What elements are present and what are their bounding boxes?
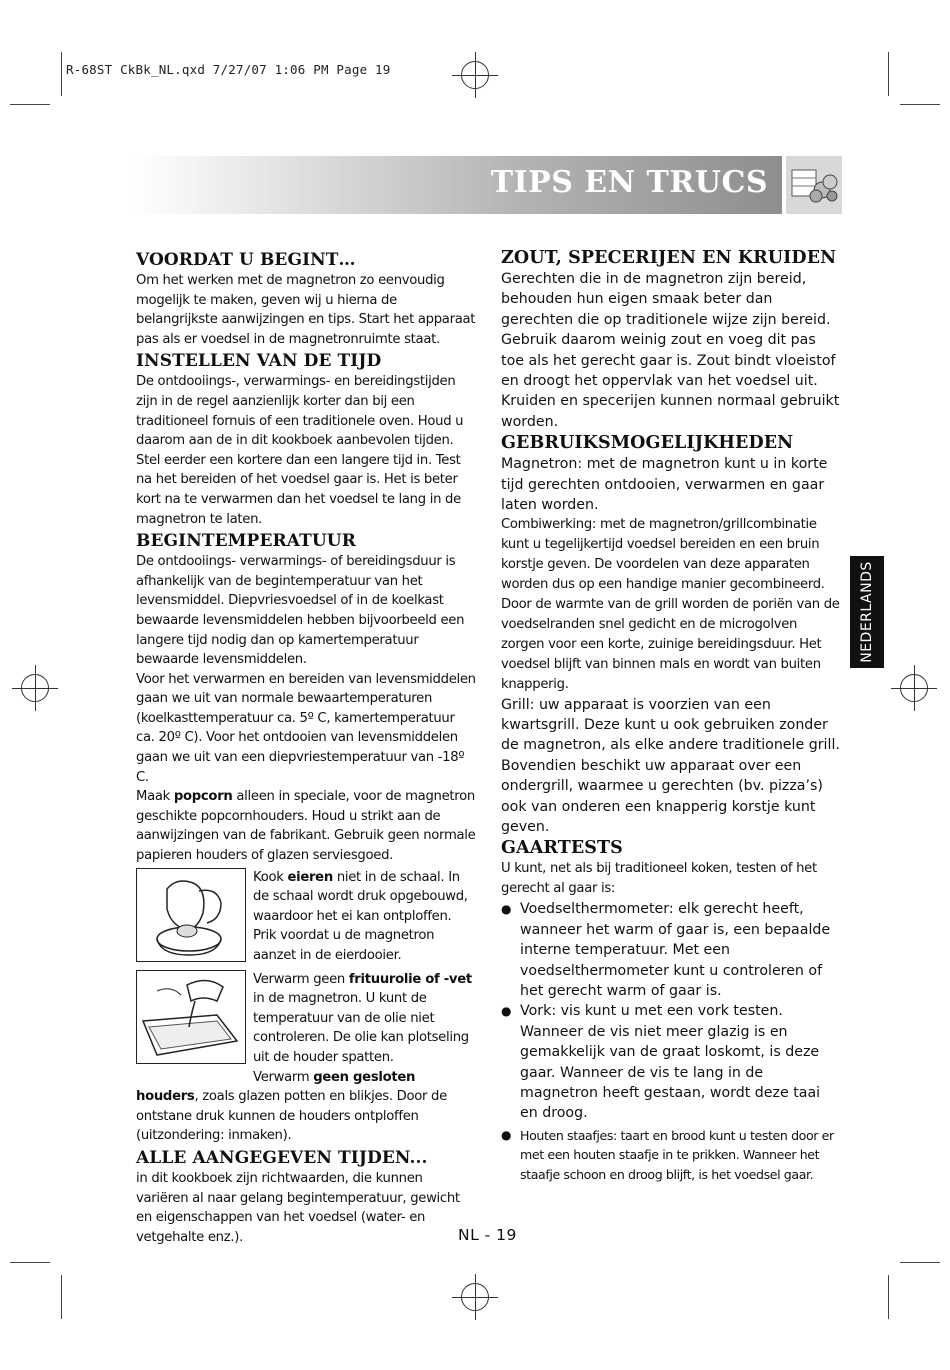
text: Verwarm geen	[253, 971, 349, 987]
language-tab	[850, 556, 884, 668]
text: in de magnetron. U kunt de temperatuur van de olie niet controleren. De olie kan plotseling uit de houder spatten.	[253, 991, 469, 1065]
header-banner	[134, 156, 782, 214]
eggs-tip	[136, 868, 476, 966]
list-item: ● Voedselthermometer: elk gerecht heeft, wanneer het warm of gaar is, een bepaalde interne temperatuur. Met een voedselthermometer kunt u controleren of het gerecht warm of gaar is.	[501, 899, 841, 1001]
crop-mark	[10, 1262, 50, 1263]
text: , zoals glazen potten en blikjes. Door de ontstane druk kunnen de houders ontploffen (uitzondering: inmaken).	[136, 1089, 447, 1144]
section-heading: ALLE AANGEGEVEN TIJDEN...	[136, 1147, 428, 1168]
text: Kook	[253, 869, 288, 885]
bold-term: houders	[136, 1089, 195, 1105]
paragraph: Grill: uw apparaat is voorzien van een kwartsgrill. Deze kunt u ook gebruiken zonder de magnetron, als elke andere traditionele grill. Bovendien beschikt uw apparaat over een ondergrill, waarmee u gerechten (bv. pizza’s) ook van onderen een knapperig korstje kunt geven.	[501, 696, 840, 836]
page-title: TIPS EN TRUCS	[490, 165, 768, 200]
list-item: ● Houten staafjes: taart en brood kunt u testen door er met een houten staafje in te prikken. Wanneer het staafje schoon en droog blijft, is het voedsel gaar.	[501, 1126, 841, 1185]
paragraph: U kunt, net als bij traditioneel koken, testen of het gerecht al gaar is:	[501, 861, 817, 897]
crop-mark	[900, 1262, 940, 1263]
language-label: NEDERLANDS	[859, 561, 875, 663]
registration-mark-icon	[900, 674, 928, 702]
paragraph	[136, 787, 476, 865]
text: alleen in speciale, voor de magnetron geschikte popcornhouders. Houd u strikt aan de aanwijzingen van de fabrikant. Gebruik geen normale papieren houders of glazen serviesgoed.	[136, 789, 476, 864]
paragraph: Magnetron: met de magnetron kunt u in korte tijd gerechten ontdooien, verwarmen en gaar laten worden.	[501, 456, 828, 514]
paragraph: Combiwerking: met de magnetron/grillcombinatie kunt u tegelijkertijd voedsel bereiden en een bruin korstje geven. De voordelen van deze apparaten worden dus op een handige manier gecombineerd. Door de warmte van de grill worden de poriën van de voedselranden snel gedicht en de microgolven zorgen voor een korte, zuinige bereidingsduur. Het voedsel blijft van binnen mals en wordt van buiten knapperig.	[501, 517, 840, 692]
text: Verwarm	[253, 1069, 314, 1085]
egg-illustration-icon	[136, 868, 246, 962]
section-heading: BEGINTEMPERATUUR	[136, 531, 356, 552]
paragraph: Om het werken met de magnetron zo eenvoudig mogelijk te maken, geven wij u hierna de belangrijkste aanwijzingen en tips. Start het apparaat pas als er voedsel in de magnetronruimte staat.	[136, 273, 476, 347]
text: niet in de schaal. In de schaal wordt druk opgebouwd, waardoor het ei kan ontploffen. Prik voordat u de magnetron aanzet in de eierdooier.	[253, 869, 468, 963]
paragraph	[136, 1087, 476, 1146]
section-heading: ZOUT, SPECERIJEN EN KRUIDEN	[501, 248, 837, 268]
paragraph	[253, 970, 476, 1088]
left-column	[136, 250, 476, 1247]
oil-tip	[136, 970, 476, 1088]
registration-mark-icon	[461, 61, 489, 89]
registration-mark-icon	[461, 1283, 489, 1311]
crop-mark	[900, 104, 940, 105]
paragraph	[253, 868, 476, 966]
paragraph: Gerechten die in de magnetron zijn bereid, behouden hun eigen smaak beter dan gerechten die op traditionele wijze zijn bereid. Gebruik daarom weinig zout en voeg dit pas toe als het gerecht gaar is. Zout bindt vloeistof en droogt het oppervlak van het voedsel uit. Kruiden en specerijen kunnen normaal gebruikt worden.	[501, 271, 840, 430]
paragraph: Voor het verwarmen en bereiden van levensmiddelen gaan we uit van normale bewaartemperaturen (koelkasttemperatuur ca. 5º C, kamertemperatuur ca. 20º C). Voor het ontdooien van levensmiddelen gaan we uit van een diepvriestemperatuur van -18º C.	[136, 671, 476, 785]
paragraph: De ontdooiings-, verwarmings- en bereidingstijden zijn in de regel aanzienlijk korter dan bij een traditioneel fornuis of een traditionele oven. Houd u daarom aan de in dit kookboek aanbevolen tijden. Stel eerder een kortere dan een langere tijd in. Test na het bereiden of het voedsel gaar is. Het is beter kort na te verwarmen dan het voedsel te lang in de magnetron te laten.	[136, 374, 464, 527]
crop-mark	[888, 52, 889, 96]
crop-mark	[10, 104, 50, 105]
text: Maak	[136, 789, 174, 805]
print-slug: R-68ST CkBk_NL.qxd 7/27/07 1:06 PM Page 19	[66, 62, 391, 77]
bullet-list	[501, 899, 841, 1184]
bold-term: popcorn	[173, 789, 233, 805]
bold-term: geen gesloten	[313, 1069, 416, 1085]
bold-term: eieren	[287, 869, 333, 885]
crop-mark	[61, 52, 62, 96]
bold-term: frituurolie of -vet	[348, 971, 472, 987]
registration-mark-icon	[21, 674, 49, 702]
list-item: ● Vork: vis kunt u met een vork testen. Wanneer de vis niet meer glazig is en gemakkelijk van de graat loskomt, is deze gaar. Wanneer de vis te lang in de magnetron heeft gestaan, wordt deze taai en droog.	[501, 1001, 841, 1123]
paragraph: in dit kookboek zijn richtwaarden, die kunnen variëren al naar gelang begintemperatuur, gewicht en eigenschappen van het voedsel (water- en vetgehalte enz.).	[136, 1170, 460, 1245]
section-heading: GEBRUIKSMOGELIJKHEDEN	[501, 433, 794, 454]
right-column	[501, 248, 841, 1184]
section-heading: VOORDAT U BEGINT…	[136, 250, 356, 270]
paragraph: De ontdooiings- verwarmings- of bereidingsduur is afhankelijk van de begintemperatuur van het levensmiddel. Diepvriesvoedsel of in de koelkast bewaarde levensmiddelen hebben bijvoorbeeld een langere tijd nodig dan op kamertemperatuur bewaarde levensmiddelen.	[136, 554, 465, 668]
crop-mark	[61, 1275, 62, 1319]
section-heading: INSTELLEN VAN DE TIJD	[136, 351, 382, 372]
crop-mark	[888, 1275, 889, 1319]
section-heading: GAARTESTS	[501, 838, 623, 859]
page-number: NL - 19	[458, 1226, 517, 1244]
frying-oil-illustration-icon	[136, 970, 246, 1064]
fruit-dish-icon	[784, 156, 842, 214]
